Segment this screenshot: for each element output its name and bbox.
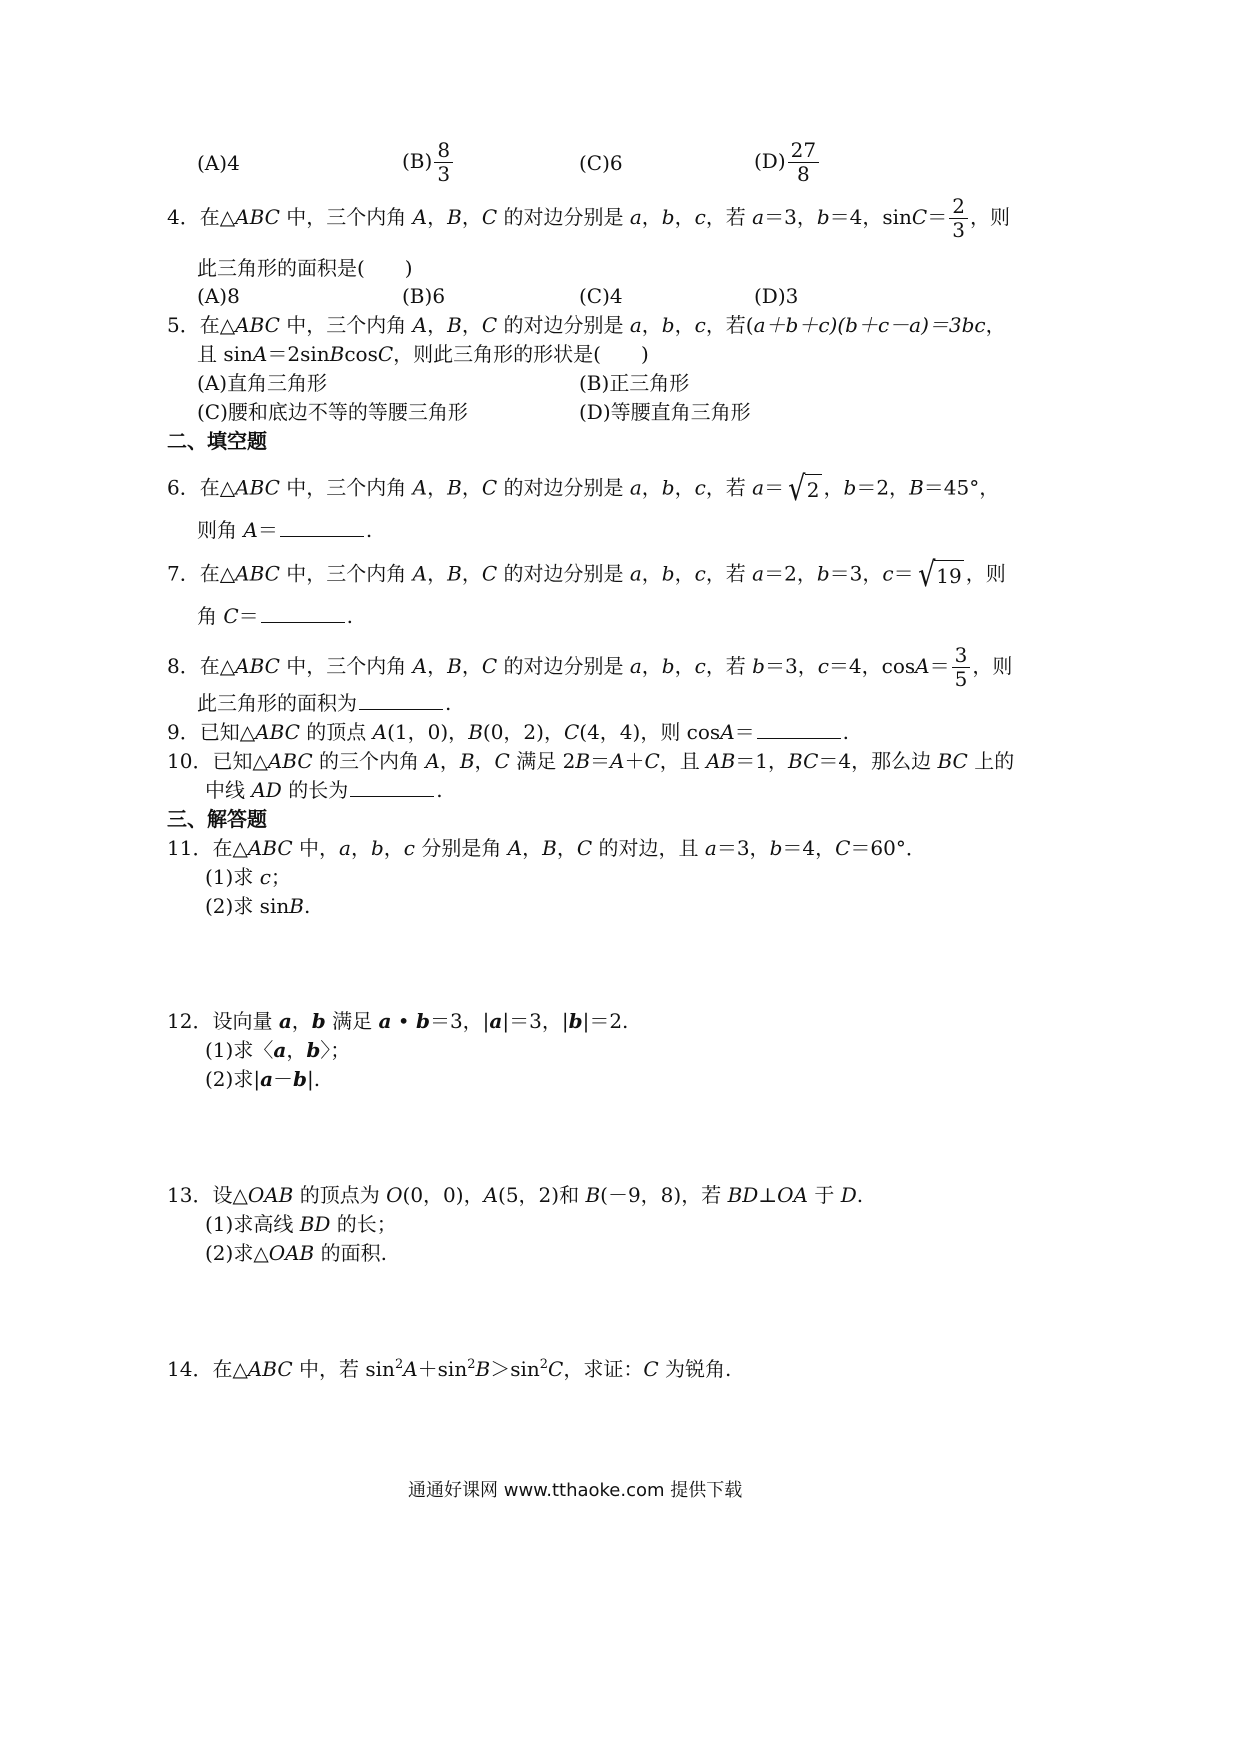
q12-line1: 12．设向量 a，b 满足 a • b＝3，|a|＝3，|b|＝2.	[167, 1009, 629, 1033]
q5-option-a: (A)直角三角形	[197, 371, 328, 395]
answer-blank[interactable]	[359, 691, 443, 710]
q4-option-a: (A)8	[197, 284, 240, 308]
q13-sub2: (2)求△OAB 的面积.	[205, 1241, 387, 1265]
q12-sub1: (1)求〈a，b〉；	[205, 1038, 351, 1062]
q14-line1: 14．在△ABC 中，若 $\sin^2A+\sin^2B>\sin^2C$，求证：C 为锐角.	[167, 1357, 732, 1381]
fraction: $\frac{27}{8}$	[788, 140, 819, 185]
answer-blank[interactable]	[280, 518, 364, 537]
q4-option-d: (D)3	[754, 284, 799, 308]
section-heading-solutions: 三、解答题	[167, 807, 267, 831]
q9-line1: 9．已知△ABC 的顶点 A(1，0)，B(0，2)，C(4，4)，则 cosA＝ .	[167, 720, 849, 744]
q3-option-d: (D) $\frac{27}{8}$	[754, 140, 821, 185]
q11-line1: 11．在△ABC 中，a，b，c 分别是角 A，B，C 的对边，且 a＝3，b＝4，C＝60°．	[167, 836, 926, 860]
square-root: √ 2	[788, 469, 820, 509]
q5-line2: 且 sinA＝2sinBcosC，则此三角形的形状是( )	[197, 342, 649, 366]
q8-line2: 此三角形的面积为 .	[197, 691, 452, 715]
q3-option-a: (A)4	[197, 151, 240, 175]
q4-option-c: (C)4	[579, 284, 623, 308]
q7-line1: 7．在△ABC 中，三个内角 A，B，C 的对边分别是 a，b，c，若 a＝2，b＝3，c＝ √ 19 ，则	[167, 555, 1006, 595]
answer-blank[interactable]	[261, 604, 345, 623]
q7-line2: 角 C＝ .	[197, 604, 354, 628]
q11-sub2: (2)求 sinB.	[205, 894, 311, 918]
q5-line1: 5．在△ABC 中，三个内角 A，B，C 的对边分别是 a，b，c，若(a＋b＋c)(b＋c－a)＝3bc，	[167, 313, 1006, 337]
q4-option-b: (B)6	[402, 284, 446, 308]
q6-line1: 6．在△ABC 中，三个内角 A，B，C 的对边分别是 a，b，c，若 a＝ √ 2 ，b＝2，B＝45°，	[167, 469, 1000, 509]
fraction: $\frac{8}{3}$	[434, 140, 453, 185]
q8-line1: 8．在△ABC 中，三个内角 A，B，C 的对边分别是 a，b，c，若 b＝3，c＝4，cosA＝ $\frac{3}{5}$ ，则	[167, 643, 1013, 691]
q5-option-c: (C)腰和底边不等的等腰三角形	[197, 400, 468, 424]
q5-option-d: (D)等腰直角三角形	[579, 400, 751, 424]
fraction: $\frac{2}{3}$	[949, 196, 968, 241]
q6-line2: 则角 A＝ .	[197, 518, 373, 542]
answer-blank[interactable]	[757, 720, 841, 739]
section-heading-fill-in: 二、填空题	[167, 429, 267, 453]
q11-sub1: (1)求 c；	[205, 865, 291, 889]
q3-option-c: (C)6	[579, 151, 623, 175]
q5-option-b: (B)正三角形	[579, 371, 690, 395]
q10-line2: 中线 AD 的长为 .	[205, 778, 443, 802]
q10-line1: 10．已知△ABC 的三个内角 A，B，C 满足 2B＝A＋C，且 AB＝1，BC＝4，那么边 BC 上的	[167, 749, 1015, 773]
q13-sub1: (1)求高线 BD 的长；	[205, 1212, 397, 1236]
square-root: √ 19	[917, 555, 962, 595]
q12-sub2: (2)求|a－b|.	[205, 1067, 321, 1091]
q13-line1: 13．设△OAB 的顶点为 O(0，0)，A(5，2)和 B(－9，8)，若 BD⊥OA 于 D.	[167, 1183, 864, 1207]
q3-option-b: (B) $\frac{8}{3}$	[402, 140, 455, 185]
page-footer: 通通好课网 www.tthaoke.com 提供下载	[408, 1480, 743, 1501]
q4-line2: 此三角形的面积是( )	[197, 256, 413, 280]
fraction: $\frac{3}{5}$	[952, 645, 971, 690]
q4-line1: 4．在△ABC 中，三个内角 A，B，C 的对边分别是 a，b，c，若 a＝3，b＝4，sinC＝ $\frac{2}{3}$ ，则	[167, 194, 1010, 242]
answer-blank[interactable]	[350, 778, 434, 797]
